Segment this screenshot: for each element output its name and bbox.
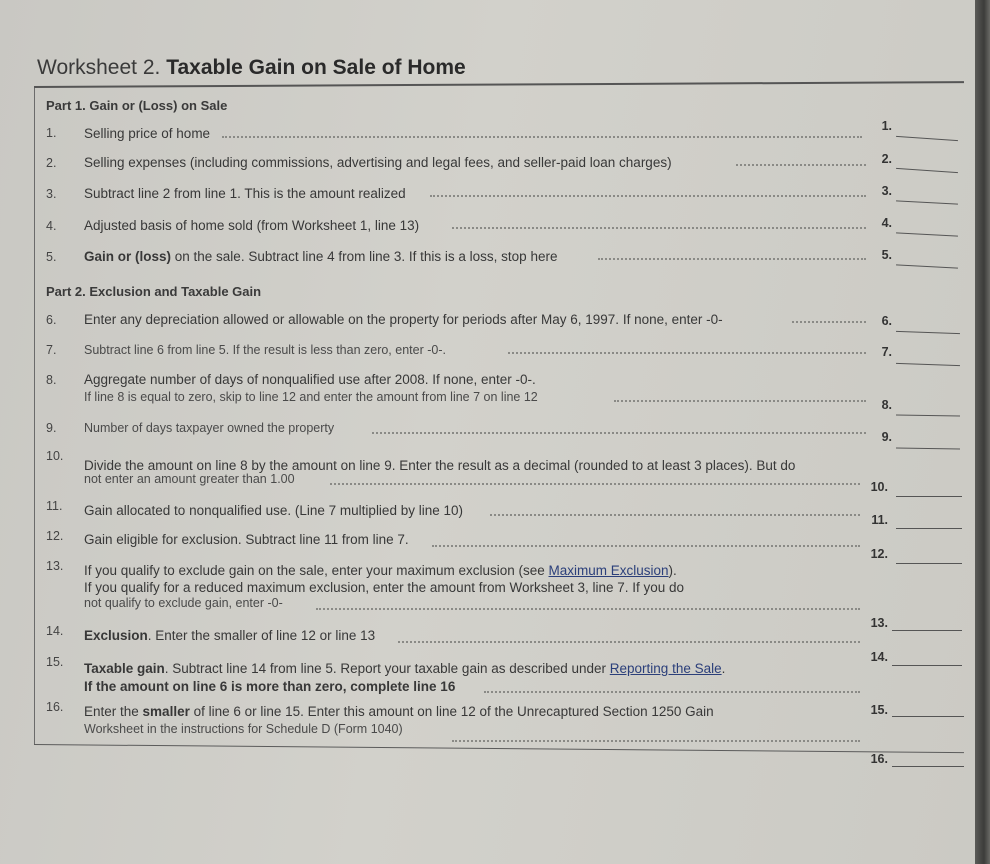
line-ref: 1.	[881, 119, 892, 133]
answer-field-11[interactable]	[896, 528, 962, 529]
answer-field-10[interactable]	[896, 496, 962, 497]
book-spine	[975, 0, 990, 864]
line-number: 11.	[46, 499, 63, 513]
line-ref: 3.	[881, 184, 892, 198]
dot-leader	[316, 608, 860, 610]
answer-field-13[interactable]	[892, 630, 962, 631]
line-number: 9.	[46, 421, 57, 435]
line-number: 8.	[46, 373, 57, 387]
line-ref: 5.	[881, 248, 892, 262]
line-ref: 8.	[881, 398, 892, 412]
maximum-exclusion-link[interactable]: Maximum Exclusion	[548, 563, 669, 578]
line-number: 3.	[46, 187, 57, 201]
line-number: 6.	[46, 313, 57, 327]
answer-field-14[interactable]	[892, 665, 962, 666]
line-ref: 4.	[881, 216, 892, 230]
line-description: Enter any depreciation allowed or allowable on the property for periods after May 6, 1997. If none, enter -0-	[84, 312, 723, 327]
line-number: 12.	[46, 529, 64, 543]
dot-leader	[452, 227, 866, 229]
line-description: Divide the amount on line 8 by the amount on line 9. Enter the result as a decimal (rounded to at least 3 places). But do	[84, 458, 796, 473]
dot-leader	[508, 352, 866, 354]
page-title	[37, 56, 466, 80]
line-ref: 10.	[870, 480, 888, 494]
bottom-rule	[34, 744, 964, 753]
top-rule	[34, 81, 964, 88]
line-ref: 12.	[870, 547, 888, 561]
line-description-cont: If you qualify for a reduced maximum exclusion, enter the amount from Worksheet 3, line 7. If you do	[84, 580, 685, 595]
line-description: Number of days taxpayer owned the property	[84, 421, 335, 435]
line-description: Aggregate number of days of nonqualified use after 2008. If none, enter -0-.	[84, 372, 536, 387]
reporting-the-sale-link[interactable]: Reporting the Sale	[609, 661, 722, 676]
dot-leader	[432, 545, 860, 547]
line-description: Enter the smaller of line 6 or line 15. Enter this amount on line 12 of the Unrecaptured Section 1250 Gain	[84, 704, 714, 719]
dot-leader	[490, 514, 860, 516]
line-ref: 2.	[881, 152, 892, 166]
dot-leader	[614, 400, 866, 402]
answer-field-16[interactable]	[892, 766, 964, 767]
line-description: Subtract line 2 from line 1. This is the amount realized	[84, 186, 406, 201]
line-description: Selling price of home	[84, 126, 211, 141]
dot-leader	[792, 321, 866, 323]
line-number: 5.	[46, 250, 57, 264]
line-ref: 11.	[871, 513, 888, 527]
part1-heading: Part 1. Gain or (Loss) on Sale	[46, 98, 228, 113]
line-number: 7.	[46, 343, 57, 357]
line-description: If you qualify to exclude gain on the sale, enter your maximum exclusion (see Maximum Exclusion).	[84, 563, 677, 578]
line-description: Adjusted basis of home sold (from Worksheet 1, line 13)	[84, 218, 420, 233]
line-description-cont: Worksheet in the instructions for Schedule D (Form 1040)	[84, 722, 403, 736]
line-number: 10.	[46, 449, 64, 463]
line-description: Gain allocated to nonqualified use. (Line 7 multiplied by line 10)	[84, 503, 463, 518]
line-number: 2.	[46, 156, 57, 170]
line-number: 14.	[46, 624, 64, 638]
part2-heading: Part 2. Exclusion and Taxable Gain	[46, 284, 262, 299]
line-description-cont: If the amount on line 6 is more than zero, complete line 16	[84, 679, 456, 694]
line-description-cont: not enter an amount greater than 1.00	[84, 472, 295, 486]
dot-leader	[222, 136, 862, 138]
dot-leader	[484, 691, 860, 693]
line-ref: 16.	[870, 752, 888, 766]
answer-field-15[interactable]	[892, 716, 964, 717]
dot-leader	[398, 641, 860, 643]
line-ref: 9.	[881, 430, 892, 444]
dot-leader	[372, 432, 866, 434]
dot-leader	[598, 258, 866, 260]
line-number: 1.	[46, 126, 57, 140]
dot-leader	[452, 740, 860, 742]
line-ref: 14.	[870, 650, 888, 664]
title-prefix: Worksheet 2.	[37, 56, 161, 79]
line-ref: 13.	[870, 616, 888, 630]
dot-leader	[736, 164, 866, 166]
line-description: Selling expenses (including commissions, advertising and legal fees, and seller-paid loan charges)	[84, 155, 672, 170]
line-description: Subtract line 6 from line 5. If the result is less than zero, enter -0-.	[84, 343, 446, 357]
line-ref: 6.	[881, 314, 892, 328]
line-ref: 7.	[881, 345, 892, 359]
line-number: 4.	[46, 219, 57, 233]
line-number: 15.	[46, 655, 64, 669]
line-number: 16.	[46, 700, 64, 714]
line-description-cont: If line 8 is equal to zero, skip to line 12 and enter the amount from line 7 on line 12	[84, 390, 538, 404]
line-description: Gain or (loss) on the sale. Subtract line 4 from line 3. If this is a loss, stop here	[84, 249, 558, 264]
line-description-cont: not qualify to exclude gain, enter -0-	[84, 596, 283, 610]
dot-leader	[430, 195, 866, 197]
line-ref: 15.	[870, 703, 888, 717]
title-main: Taxable Gain on Sale of Home	[166, 56, 466, 79]
line-number: 13.	[46, 559, 64, 573]
dot-leader	[330, 483, 860, 485]
answer-field-12[interactable]	[896, 563, 962, 564]
line-description: Taxable gain. Subtract line 14 from line 5. Report your taxable gain as described under Reporting the Sale.	[84, 661, 726, 676]
line-description: Gain eligible for exclusion. Subtract line 11 from line 7.	[84, 532, 409, 547]
line-description: Exclusion. Enter the smaller of line 12 or line 13	[84, 628, 376, 643]
